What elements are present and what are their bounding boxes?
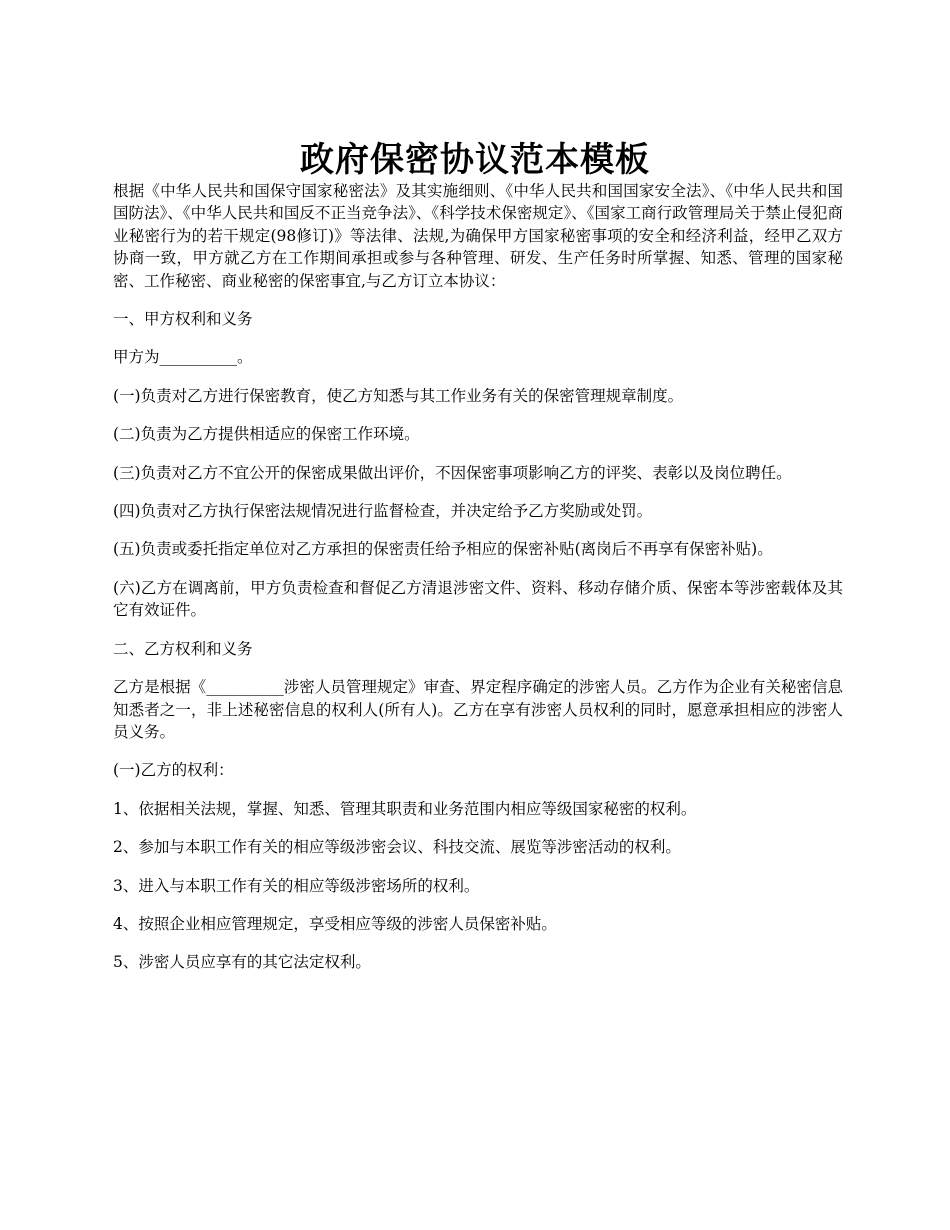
party-a-clause-1: (一)负责对乙方进行保密教育，使乙方知悉与其工作业务有关的保密管理规章制度。: [113, 386, 684, 405]
party-b-rights-heading: (一)乙方的权利：: [113, 761, 234, 780]
party-b-right-5: 5、涉密人员应享有的其它法定权利。: [113, 953, 371, 972]
preamble-paragraph: 根据《中华人民共和国保守国家秘密法》及其实施细则、《中华人民共和国国家安全法》、《中华人民共和国国防法》、《中华人民共和国反不正当竞争法》、《科学技术保密规定》、《国家工商行政管理局关于禁止侵犯商业秘密行为的若干规定(98修订)》等法律、法规,为确保甲方国家秘密事项的安全和经济利益，经甲乙双方协商一致，甲方就乙方在工作期间承担或参与各种管理、研发、生产任务时所掌握、知悉、管理的国家秘密、工作秘密、商业秘密的保密事宜,与乙方订立本协议：: [113, 182, 843, 290]
section-heading-party-a: 一、甲方权利和义务: [113, 310, 253, 329]
document-body: [113, 180, 843, 990]
party-b-right-1: 1、依据相关法规，掌握、知悉、管理其职责和业务范围内相应等级国家秘密的权利。: [113, 799, 697, 818]
party-b-right-2: 2、参加与本职工作有关的相应等级涉密会议、科技交流、展览等涉密活动的权利。: [113, 838, 681, 857]
party-a-clause-2: (二)负责为乙方提供相适应的保密工作环境。: [113, 425, 420, 444]
party-b-right-4: 4、按照企业相应管理规定，享受相应等级的涉密人员保密补贴。: [113, 914, 557, 933]
party-a-clause-4: (四)负责对乙方执行保密法规情况进行监督检查，并决定给予乙方奖励或处罚。: [113, 502, 653, 521]
party-b-right-3: 3、进入与本职工作有关的相应等级涉密场所的权利。: [113, 876, 480, 895]
document-title: 政府保密协议范本模板: [300, 139, 650, 180]
party-a-clause-3: (三)负责对乙方不宜公开的保密成果做出评价，不因保密事项影响乙方的评奖、表彰以及岗位聘任。: [113, 463, 792, 482]
section-heading-party-b: 二、乙方权利和义务: [113, 639, 253, 658]
party-a-clause-5: (五)负责或委托指定单位对乙方承担的保密责任给予相应的保密补贴(离岗后不再享有保密补贴)。: [113, 540, 773, 559]
party-b-intro-paragraph: 乙方是根据《__________涉密人员管理规定》审查、界定程序确定的涉密人员。乙方作为企业有关秘密信息知悉者之一，非上述秘密信息的权利人(所有人)。乙方在享有涉密人员权利的同时，愿意承担相应的涉密人员义务。: [113, 678, 843, 741]
party-a-name-line: 甲方为__________。: [113, 348, 253, 367]
party-a-clause-6: (六)乙方在调离前，甲方负责检查和督促乙方清退涉密文件、资料、移动存储介质、保密本等涉密载体及其它有效证件。: [113, 578, 843, 620]
